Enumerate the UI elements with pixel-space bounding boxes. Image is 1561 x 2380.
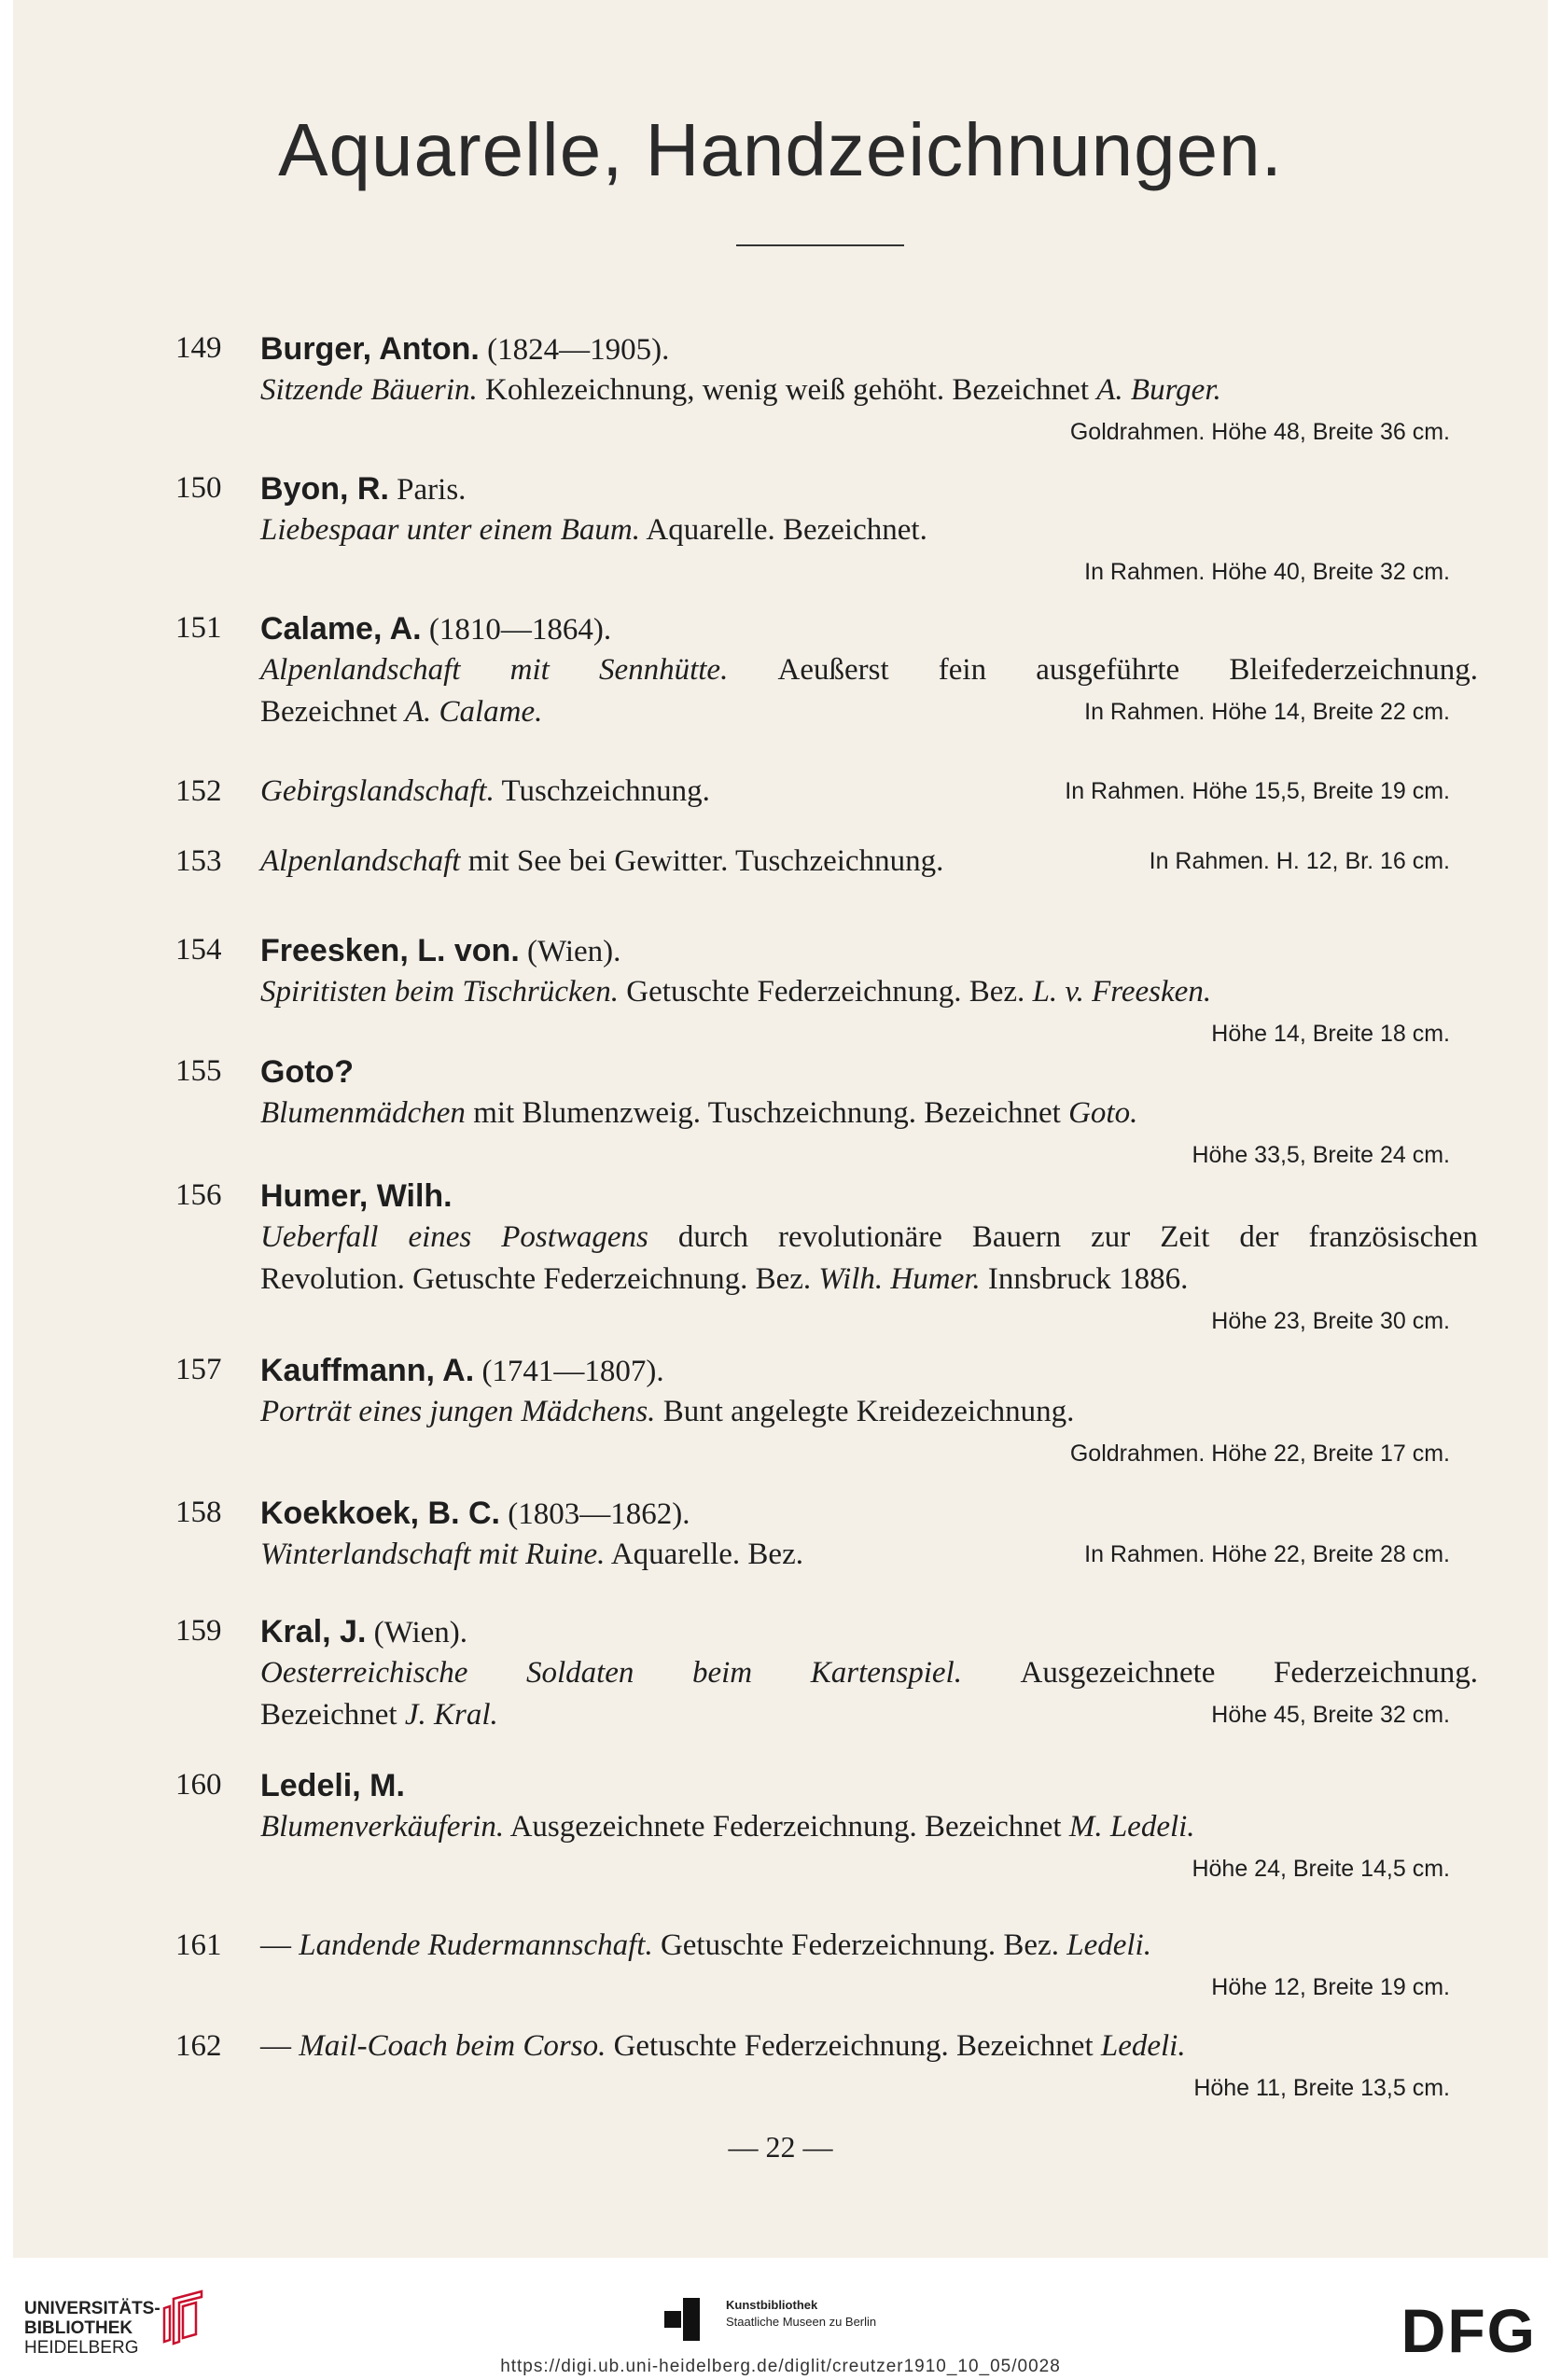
text-run: französischen (1308, 1220, 1478, 1254)
text-run: Spiritisten beim Tischrücken. (260, 975, 620, 1009)
ub-logo-line: HEIDELBERG (24, 2338, 139, 2358)
entry-number: 157 (175, 1353, 222, 1386)
text-run: Winterlandschaft mit Ruine. (260, 1538, 606, 1571)
entry-number: 162 (175, 2029, 222, 2063)
text-run: Humer, Wilh. (260, 1178, 453, 1214)
text-run: mit See bei Gewitter. Tuschzeichnung. (460, 844, 944, 878)
source-url[interactable]: https://digi.ub.uni-heidelberg.de/diglit/creutzer1910_10_05/0028 (500, 2357, 1061, 2376)
text-run: Liebespaar unter einem Baum. (260, 513, 640, 547)
text-run: Alpenlandschaft (260, 844, 461, 878)
text-run: Paris. (388, 473, 467, 507)
text-run: mit Blumenzweig. Tuschzeichnung. Bezeichnet (465, 1096, 1069, 1130)
title-divider (736, 244, 904, 246)
text-run: Ledeli. (1066, 1928, 1151, 1962)
text-run: Burger, Anton. (260, 331, 480, 367)
entry-heading (260, 1054, 354, 1091)
text-run: A. Burger. (1096, 373, 1221, 407)
text-run: Getuschte Federzeichnung. Bezeichnet (606, 2029, 1101, 2063)
kb-title: Kunstbibliothek (726, 2298, 818, 2312)
entry-heading (260, 471, 466, 508)
entry-number: 159 (175, 1614, 222, 1648)
text-run: (1803—1862). (499, 1497, 690, 1531)
kunstbibliothek-label[interactable] (726, 2297, 876, 2331)
text-run: Bunt angelegte Kreidezeichnung. (655, 1395, 1075, 1428)
text-run: Koekkoek, B. C. (260, 1496, 500, 1531)
text-run: J. Kral. (404, 1698, 498, 1732)
text-run: Kral, J. (260, 1614, 367, 1649)
text-run: Revolution. Getuschte Federzeichnung. Bez. (260, 1262, 819, 1296)
kb-subtitle: Staatliche Museen zu Berlin (726, 2315, 877, 2329)
entry-dimensions: Goldrahmen. Höhe 48, Breite 36 cm. (1069, 419, 1450, 445)
entry-dimensions: In Rahmen. Höhe 14, Breite 22 cm. (1084, 699, 1450, 725)
text-run: Goto. (1068, 1096, 1138, 1130)
text-run: Blumenverkäuferin. (260, 1810, 505, 1844)
text-run: revolutionäre (777, 1220, 942, 1254)
entry-heading (260, 1353, 664, 1389)
text-run: der (1239, 1220, 1279, 1254)
entry-dimensions: Höhe 14, Breite 18 cm. (1211, 1021, 1450, 1047)
text-run: (Wien). (366, 1616, 468, 1649)
entry-description (260, 695, 542, 730)
entry-number: 151 (175, 611, 222, 645)
entry-description (260, 1220, 1478, 1255)
text-run: (1741—1807). (474, 1355, 664, 1388)
entry-description (260, 653, 1478, 688)
text-run: beim (691, 1656, 753, 1690)
text-run: Ausgezeichnete Federzeichnung. Bezeichnet (504, 1810, 1069, 1844)
entry-number: 153 (175, 844, 222, 878)
entry-heading (260, 1928, 1151, 1963)
text-run: (1810—1864). (421, 613, 612, 647)
text-run: mit (509, 653, 550, 687)
entry-heading (260, 774, 710, 809)
entry-description (260, 975, 1211, 1009)
entry-number: 160 (175, 1768, 222, 1802)
text-run: (1824—1905). (479, 333, 670, 367)
text-run: Blumenmädchen (260, 1096, 466, 1130)
entry-dimensions: Goldrahmen. Höhe 22, Breite 17 cm. (1069, 1441, 1450, 1467)
footer-bar (0, 2258, 1561, 2380)
entry-number: 156 (175, 1178, 222, 1212)
text-run: L. v. Freesken. (1032, 975, 1212, 1009)
text-run: M. Ledeli. (1068, 1810, 1195, 1844)
text-run: Aquarelle. Bezeichnet. (639, 513, 927, 547)
text-run: durch (677, 1220, 749, 1254)
entry-dimensions: Höhe 45, Breite 32 cm. (1211, 1702, 1450, 1728)
text-run: Mail-Coach beim Corso. (299, 2029, 606, 2063)
entry-dimensions: Höhe 11, Breite 13,5 cm. (1193, 2075, 1450, 2101)
entry-description (260, 1810, 1195, 1844)
entry-dimensions: Höhe 23, Breite 30 cm. (1211, 1308, 1450, 1334)
text-run: Ausgezeichnete (1020, 1656, 1216, 1690)
text-run: Innsbruck 1886. (980, 1262, 1189, 1296)
text-run: Ledeli. (1100, 2029, 1186, 2063)
text-run: Landende Rudermannschaft. (299, 1928, 653, 1962)
entry-dimensions: In Rahmen. Höhe 15,5, Breite 19 cm. (1065, 778, 1450, 804)
entry-dimensions: In Rahmen. H. 12, Br. 16 cm. (1149, 848, 1450, 874)
ub-heidelberg-logo[interactable] (24, 2299, 160, 2358)
ub-logo-line: BIBLIOTHEK (24, 2318, 133, 2338)
entry-heading (260, 1768, 405, 1804)
ub-logo-line: UNIVERSITÄTS- (24, 2299, 160, 2318)
entry-dimensions: Höhe 24, Breite 14,5 cm. (1192, 1856, 1450, 1882)
text-run: Ledeli, M. (260, 1768, 405, 1803)
text-run: fein (938, 653, 987, 687)
text-run: Getuschte Federzeichnung. Bez. (652, 1928, 1067, 1962)
entry-heading (260, 331, 669, 368)
text-run: Bleifederzeichnung. (1229, 653, 1478, 687)
entry-number: 149 (175, 331, 222, 365)
entry-description (260, 1538, 803, 1572)
entry-description (260, 1262, 1188, 1297)
text-run: A. Calame. (404, 695, 543, 729)
entry-heading (260, 1496, 690, 1532)
text-run: Kauffmann, A. (260, 1353, 475, 1388)
entry-number: 152 (175, 774, 222, 808)
text-run: eines (408, 1220, 472, 1254)
document-page (13, 0, 1548, 2258)
text-run: Zeit (1160, 1220, 1210, 1254)
text-run: Gebirgslandschaft. (260, 774, 495, 808)
text-run: Bezeichnet (260, 1698, 405, 1732)
text-run: (Wien). (519, 935, 621, 968)
text-run: Byon, R. (260, 471, 389, 507)
text-run: Bezeichnet (260, 695, 405, 729)
text-run: Kartenspiel. (810, 1656, 962, 1690)
page-title: Aquarelle, Handzeichnungen. (278, 108, 1283, 191)
text-run: Calame, A. (260, 611, 422, 647)
text-run: Getuschte Federzeichnung. Bez. (619, 975, 1033, 1009)
text-run: Porträt eines jungen Mädchens. (260, 1395, 656, 1428)
entry-description (260, 373, 1221, 408)
entry-dimensions: In Rahmen. Höhe 40, Breite 32 cm. (1084, 559, 1450, 585)
ub-logo-mark-icon (160, 2290, 209, 2345)
entry-heading (260, 1178, 453, 1215)
text-run: Alpenlandschaft (260, 653, 461, 687)
text-run: zur (1091, 1220, 1131, 1254)
entry-heading (260, 2029, 1186, 2064)
entry-description (260, 1656, 1478, 1691)
entry-heading (260, 611, 611, 647)
text-run: Aquarelle. Bez. (605, 1538, 803, 1571)
entry-description (260, 1096, 1137, 1131)
text-run: Sitzende Bäuerin. (260, 373, 478, 407)
text-run: Oesterreichische (260, 1656, 468, 1690)
entry-dimensions: Höhe 33,5, Breite 24 cm. (1192, 1142, 1450, 1168)
entry-dimensions: In Rahmen. Höhe 22, Breite 28 cm. (1084, 1541, 1450, 1567)
text-run: Ueberfall (260, 1220, 379, 1254)
entry-heading (260, 844, 943, 879)
dfg-logo[interactable]: DFG (1401, 2296, 1537, 2365)
entry-dimensions: Höhe 12, Breite 19 cm. (1211, 1974, 1450, 2000)
text-run: Soldaten (525, 1656, 634, 1690)
text-run: Wilh. Humer. (818, 1262, 981, 1296)
entry-description (260, 1698, 498, 1733)
text-run: Sennhütte. (598, 653, 729, 687)
text-run: — (260, 2029, 300, 2063)
text-run: Federzeichnung. (1273, 1656, 1478, 1690)
text-run: Postwagens (501, 1220, 648, 1254)
text-run: — (260, 1928, 300, 1962)
entry-number: 158 (175, 1496, 222, 1529)
text-run: Tuschzeichnung. (494, 774, 710, 808)
entry-number: 155 (175, 1054, 222, 1088)
page-number: — 22 — (728, 2130, 833, 2164)
entry-number: 161 (175, 1928, 222, 1962)
text-run: Freesken, L. von. (260, 933, 520, 968)
text-run: ausgeführte (1036, 653, 1180, 687)
entry-heading (260, 933, 620, 969)
entry-heading (260, 1614, 467, 1650)
entry-number: 150 (175, 471, 222, 505)
text-run: Kohlezeichnung, wenig weiß gehöht. Bezeichnet (477, 373, 1097, 407)
text-run: Goto? (260, 1054, 355, 1090)
text-run: Bauern (971, 1220, 1062, 1254)
text-run: Aeußerst (777, 653, 889, 687)
kunstbibliothek-logo-icon (664, 2298, 707, 2341)
entry-description (260, 513, 927, 548)
entry-description (260, 1395, 1074, 1429)
entry-number: 154 (175, 933, 222, 967)
